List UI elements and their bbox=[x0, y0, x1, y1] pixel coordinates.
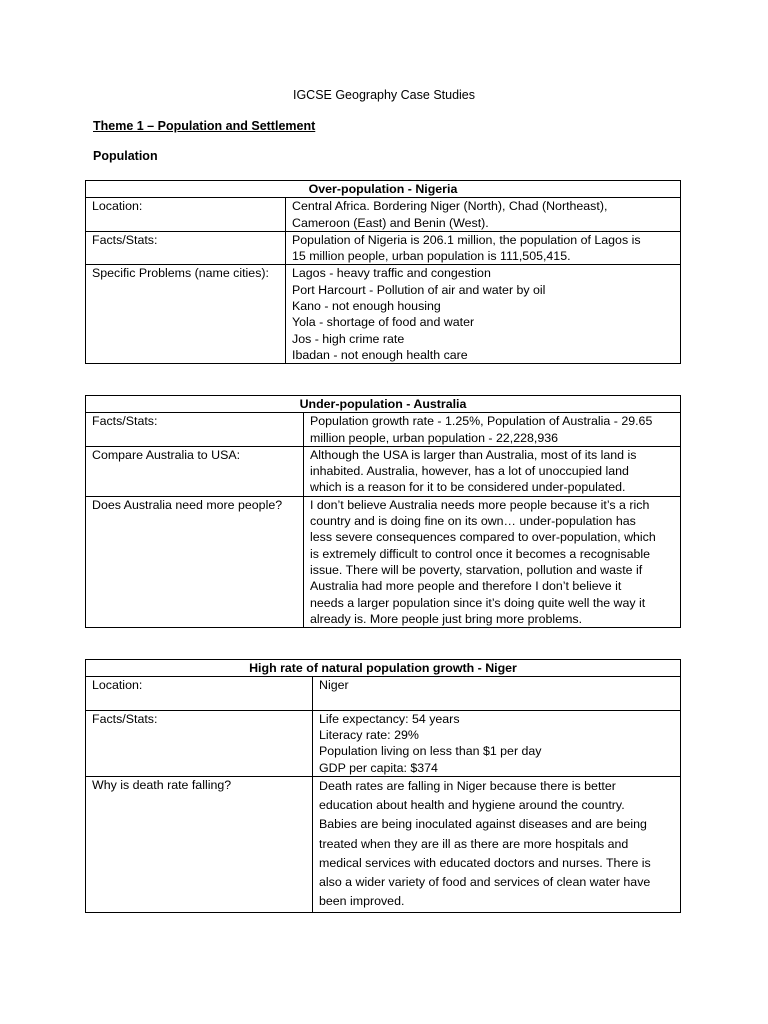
row-label: Location: bbox=[86, 677, 313, 711]
text-line: Kano - not enough housing bbox=[292, 299, 441, 314]
text-line: already is. More people just bring more problems. bbox=[310, 611, 583, 626]
row-value bbox=[286, 265, 681, 364]
text-line: Population of Nigeria is 206.1 million, the population of Lagos is bbox=[292, 232, 641, 247]
row-value bbox=[286, 198, 681, 232]
table-row bbox=[86, 677, 681, 711]
over-population-nigeria-table bbox=[85, 180, 681, 364]
high-growth-niger-table bbox=[85, 659, 681, 913]
text-line: Literacy rate: 29% bbox=[319, 728, 419, 743]
text-line: issue. There will be poverty, starvation, pollution and waste if bbox=[310, 562, 643, 577]
table-row bbox=[86, 446, 681, 496]
table-row bbox=[86, 777, 681, 912]
page-title: IGCSE Geography Case Studies bbox=[292, 88, 476, 102]
table-row bbox=[86, 496, 681, 627]
text-line: million people, urban population - 22,228,936 bbox=[310, 430, 558, 445]
text-line: GDP per capita: $374 bbox=[319, 760, 438, 775]
row-value bbox=[286, 231, 681, 265]
table-row bbox=[86, 413, 681, 447]
text-line: Jos - high crime rate bbox=[292, 331, 405, 346]
text-line: less severe consequences compared to over-population, which bbox=[310, 530, 656, 545]
text-line: Population living on less than $1 per day bbox=[319, 744, 542, 759]
table-row bbox=[86, 265, 681, 364]
row-label: Why is death rate falling? bbox=[86, 777, 313, 912]
table-caption-row bbox=[86, 396, 681, 413]
text-line: which is a reason for it to be considered under-populated. bbox=[310, 480, 626, 495]
text-line: Death rates are falling in Niger because there is better bbox=[319, 779, 616, 794]
text-line: Lagos - heavy traffic and congestion bbox=[292, 266, 491, 281]
text-line: inhabited. Australia, however, has a lot of unoccupied land bbox=[310, 464, 629, 479]
table-caption: Over-population - Nigeria bbox=[86, 181, 681, 198]
theme-heading: Theme 1 – Population and Settlement bbox=[93, 119, 316, 133]
row-label: Compare Australia to USA: bbox=[86, 446, 304, 496]
table-caption-row bbox=[86, 181, 681, 198]
row-value bbox=[304, 446, 681, 496]
text-line bbox=[319, 694, 674, 710]
text-line: Although the USA is larger than Australia, most of its land is bbox=[310, 447, 637, 462]
row-value bbox=[304, 496, 681, 627]
row-value bbox=[313, 777, 681, 912]
row-label: Facts/Stats: bbox=[86, 231, 286, 265]
text-line: country and is doing fine on its own… under-population has bbox=[310, 514, 636, 529]
under-population-australia-table bbox=[85, 395, 681, 628]
text-line: Babies are being inoculated against diseases and are being bbox=[319, 817, 647, 832]
table-row bbox=[86, 231, 681, 265]
text-line: Australia had more people and therefore I don’t believe it bbox=[310, 579, 622, 594]
row-label: Specific Problems (name cities): bbox=[86, 265, 286, 364]
row-label: Facts/Stats: bbox=[86, 710, 313, 776]
text-line: Population growth rate - 1.25%, Population of Australia - 29.65 bbox=[310, 414, 653, 429]
text-line: Yola - shortage of food and water bbox=[292, 315, 475, 330]
section-heading: Population bbox=[93, 149, 158, 163]
text-line: 15 million people, urban population is 111,505,415. bbox=[292, 249, 571, 264]
text-line: treated when they are ill as there are more hospitals and bbox=[319, 836, 629, 851]
table-caption-row bbox=[86, 660, 681, 677]
text-line: also a wider variety of food and services of clean water have bbox=[319, 875, 651, 890]
row-value bbox=[313, 710, 681, 776]
text-line: is extremely difficult to control once it becomes a recognisable bbox=[310, 546, 650, 561]
text-line: Central Africa. Bordering Niger (North), Chad (Northeast), bbox=[292, 199, 608, 214]
table-row bbox=[86, 710, 681, 776]
row-value bbox=[304, 413, 681, 447]
row-label: Does Australia need more people? bbox=[86, 496, 304, 627]
text-line: Life expectancy: 54 years bbox=[319, 711, 460, 726]
text-line: needs a larger population since it’s doing quite well the way it bbox=[310, 595, 646, 610]
row-label: Location: bbox=[86, 198, 286, 232]
text-line: been improved. bbox=[319, 894, 405, 909]
row-value bbox=[313, 677, 681, 711]
table-caption: High rate of natural population growth - Niger bbox=[86, 660, 681, 677]
text-line: Port Harcourt - Pollution of air and water by oil bbox=[292, 282, 546, 297]
text-line: education about health and hygiene around the country. bbox=[319, 798, 625, 813]
row-label: Facts/Stats: bbox=[86, 413, 304, 447]
text-line: Cameroon (East) and Benin (West). bbox=[292, 215, 489, 230]
text-line: I don’t believe Australia needs more people because it’s a rich bbox=[310, 497, 650, 512]
table-row bbox=[86, 198, 681, 232]
table-caption: Under-population - Australia bbox=[86, 396, 681, 413]
text-line: Niger bbox=[319, 678, 349, 693]
text-line: Ibadan - not enough health care bbox=[292, 347, 468, 362]
text-line: medical services with educated doctors and nurses. There is bbox=[319, 855, 651, 870]
